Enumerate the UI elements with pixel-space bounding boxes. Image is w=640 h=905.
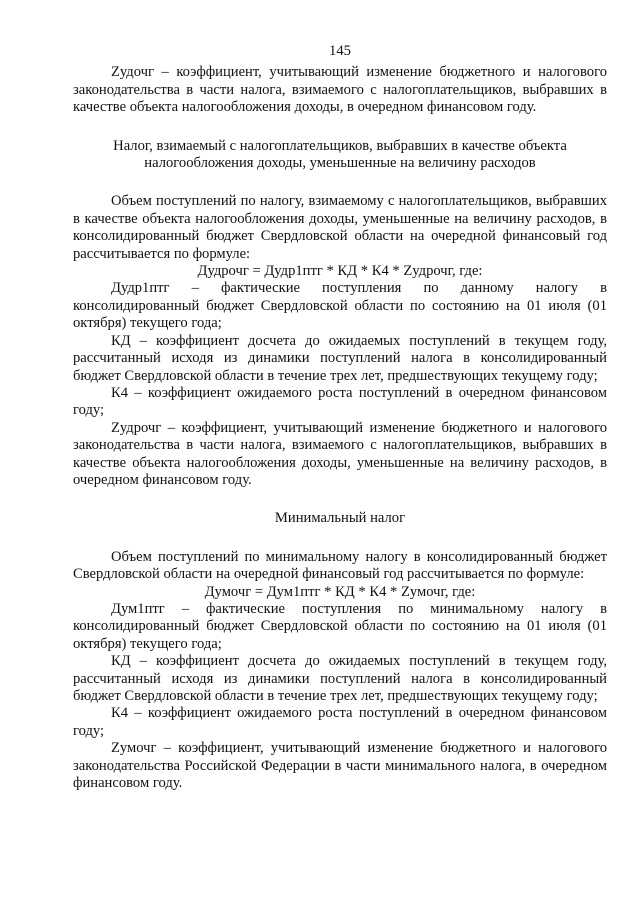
definition-kd-min: КД – коэффициент досчета до ожидаемых поступлений в текущем году, рассчитанный исходя из динамики поступлений налога в консолидированный бюджет Свердловской области в течение трех лет, предшествующих текущему году; [73, 653, 607, 704]
section-min-intro: Объем поступлений по минимальному налогу в консолидированный бюджет Свердловской области на очередной финансовый год рассчитывается по формуле: [73, 548, 607, 583]
definition-dudr1ptg: Дудр1птг – фактические поступления по данному налогу в консолидированный бюджет Свердловской области по состоянию на 01 июля (01 октября) текущего года; [73, 280, 607, 332]
section-title-dr: Налог, взимаемый с налогоплательщиков, выбравших в качестве объекта налогообложения доходы, уменьшенные на величину расходов [113, 137, 567, 172]
formula-min: Думочг = Дум1птг * КД * К4 * Zумочг, где: [204, 583, 476, 600]
definition-k4-min: К4 – коэффициент ожидаемого роста поступлений в очередном финансовом году; [73, 705, 607, 739]
definition-zudrochg: Zудрочг – коэффициент, учитывающий изменение бюджетного и налогового законодательства в части налога, взимаемого с налогоплательщиков, выбравших в качестве объекта налогообложения доходы, уменьшенные на величину расходов, в очередном финансовом году. [73, 419, 607, 488]
page-number: 145 [329, 43, 351, 59]
definition-zumochg: Zумочг – коэффициент, учитывающий изменение бюджетного и налогового законодательства Российской Федерации в части минимального налога, в очередном финансовом году. [73, 740, 607, 792]
section-dr-intro: Объем поступлений по налогу, взимаемому с налогоплательщиков, выбравших в качестве объекта налогообложения доходы, уменьшенные на величину расходов, в консолидированный бюджет Свердловской области на очередной финансовый год рассчитывается по формуле: [73, 193, 607, 262]
page-content [73, 43, 607, 792]
zudochg-definition: Zудочг – коэффициент, учитывающий изменение бюджетного и налогового законодательства в части налога, взимаемого с налогоплательщиков, выбравших в качестве объекта налогообложения доходы, в очередном финансовом году. [73, 64, 607, 116]
definition-dum1ptg: Дум1птг – фактические поступления по минимальному налогу в консолидированный бюджет Свердловской области по состоянию на 01 июля (01 октября) текущего года; [73, 600, 607, 652]
definition-k4-dr: К4 – коэффициент ожидаемого роста поступлений в очередном финансовом году; [73, 384, 607, 419]
formula-dr: Дудрочг = Дудр1птг * КД * К4 * Zудрочг, где: [197, 263, 483, 280]
definition-kd-dr: КД – коэффициент досчета до ожидаемых поступлений в текущем году, рассчитанный исходя из динамики поступлений налога в консолидированный бюджет Свердловской области в течение трех лет, предшествующих текущему году; [73, 332, 607, 384]
section-title-min: Минимальный налог [274, 510, 406, 527]
